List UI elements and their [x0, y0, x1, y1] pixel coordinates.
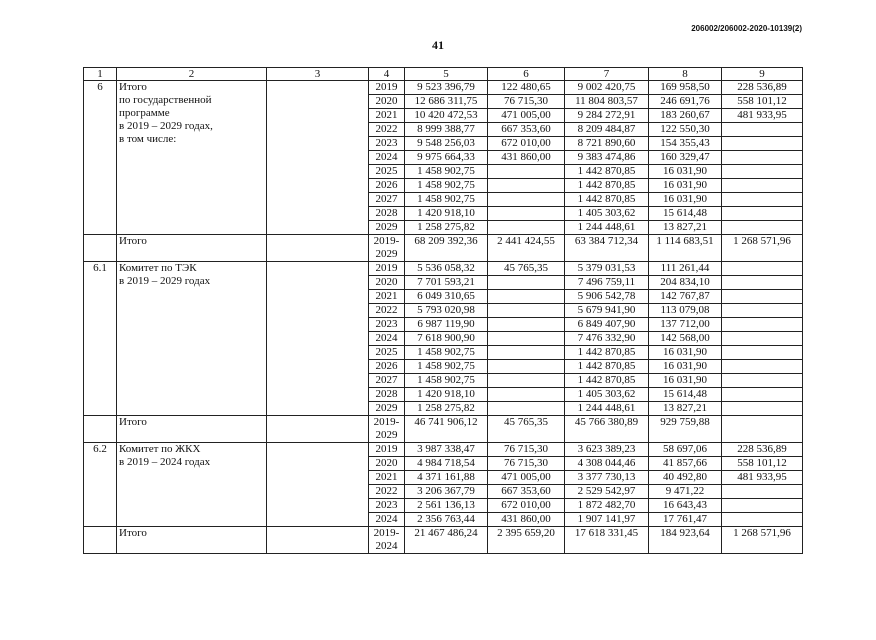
- total-column-3-cell: [267, 527, 369, 554]
- year-cell: 2020: [369, 276, 405, 290]
- value-cell-c7: 1 442 870,85: [565, 193, 649, 207]
- value-cell-c5: 4 984 718,54: [405, 457, 488, 471]
- value-cell-c7: 1 442 870,85: [565, 374, 649, 388]
- year-cell: 2029: [369, 221, 405, 235]
- value-cell-c6: 76 715,30: [488, 95, 565, 109]
- value-cell-c7: 7 496 759,11: [565, 276, 649, 290]
- total-year-range: [369, 416, 405, 443]
- value-cell-c6: 122 480,65: [488, 81, 565, 95]
- value-cell-c7: 1 405 303,62: [565, 207, 649, 221]
- value-cell-c8: 16 031,90: [649, 374, 722, 388]
- section-number: 6: [84, 81, 117, 235]
- year-cell: 2028: [369, 388, 405, 402]
- value-cell-c7: 3 377 730,13: [565, 471, 649, 485]
- value-cell-c9: 228 536,89: [722, 81, 803, 95]
- value-cell-c5: 1 420 918,10: [405, 388, 488, 402]
- value-cell-c5: 3 987 338,47: [405, 443, 488, 457]
- section-number: 6.1: [84, 262, 117, 416]
- value-cell-c6: [488, 318, 565, 332]
- year-cell: 2025: [369, 346, 405, 360]
- value-cell-c6: 471 005,00: [488, 109, 565, 123]
- year-range-start: 2019-: [373, 416, 400, 428]
- value-cell-c8: 183 260,67: [649, 109, 722, 123]
- year-cell: 2027: [369, 374, 405, 388]
- value-cell-c9: 481 933,95: [722, 109, 803, 123]
- year-cell: 2020: [369, 457, 405, 471]
- value-cell-c9: [722, 304, 803, 318]
- value-cell-c8: 16 031,90: [649, 346, 722, 360]
- value-cell-c6: [488, 290, 565, 304]
- year-cell: 2023: [369, 499, 405, 513]
- total-number-cell: [84, 527, 117, 554]
- value-cell-c9: [722, 290, 803, 304]
- value-cell-c9: [722, 374, 803, 388]
- total-label: Итого: [117, 235, 267, 262]
- year-cell: 2021: [369, 471, 405, 485]
- table-row: [84, 262, 803, 276]
- description-line: в том числе:: [119, 133, 177, 145]
- value-cell-c9: [722, 165, 803, 179]
- value-cell-c6: 667 353,60: [488, 123, 565, 137]
- value-cell-c7: 1 442 870,85: [565, 179, 649, 193]
- value-cell-c7: 6 849 407,90: [565, 318, 649, 332]
- value-cell-c9: [722, 318, 803, 332]
- value-cell-c9: [722, 193, 803, 207]
- value-cell-c8: 246 691,76: [649, 95, 722, 109]
- value-cell-c9: [722, 123, 803, 137]
- table-row: [84, 443, 803, 457]
- value-cell-c7: 2 529 542,97: [565, 485, 649, 499]
- value-cell-c8: 137 712,00: [649, 318, 722, 332]
- value-cell-c8: 122 550,30: [649, 123, 722, 137]
- description-line: Комитет по ТЭК: [119, 262, 197, 274]
- column-header-row: [84, 68, 803, 81]
- column-header-8: 8: [649, 68, 722, 81]
- value-cell-c8: 16 031,90: [649, 165, 722, 179]
- value-cell-c8: 13 827,21: [649, 402, 722, 416]
- value-cell-c7: 8 209 484,87: [565, 123, 649, 137]
- value-cell-c8: 15 614,48: [649, 388, 722, 402]
- value-cell-c7: 1 405 303,62: [565, 388, 649, 402]
- value-cell-c7: 7 476 332,90: [565, 332, 649, 346]
- value-cell-c8: 113 079,08: [649, 304, 722, 318]
- year-range-end: 2024: [375, 540, 398, 552]
- value-cell-c5: 5 793 020,98: [405, 304, 488, 318]
- value-cell-c5: 4 371 161,88: [405, 471, 488, 485]
- value-cell-c9: [722, 276, 803, 290]
- value-cell-c8: 58 697,06: [649, 443, 722, 457]
- value-cell-c6: [488, 402, 565, 416]
- year-cell: 2023: [369, 137, 405, 151]
- total-value-c7: 45 766 380,89: [565, 416, 649, 443]
- value-cell-c6: 431 860,00: [488, 151, 565, 165]
- section-description: [117, 262, 267, 416]
- total-year-range: [369, 235, 405, 262]
- value-cell-c6: 471 005,00: [488, 471, 565, 485]
- value-cell-c7: 1 442 870,85: [565, 346, 649, 360]
- year-cell: 2019: [369, 443, 405, 457]
- description-line: по государственной: [119, 94, 212, 106]
- total-value-c6: 45 765,35: [488, 416, 565, 443]
- total-number-cell: [84, 416, 117, 443]
- column-header-4: 4: [369, 68, 405, 81]
- value-cell-c9: [722, 207, 803, 221]
- description-line: Комитет по ЖКХ: [119, 443, 201, 455]
- value-cell-c9: [722, 513, 803, 527]
- value-cell-c7: 1 872 482,70: [565, 499, 649, 513]
- value-cell-c7: 5 679 941,90: [565, 304, 649, 318]
- value-cell-c9: [722, 360, 803, 374]
- table-row: [84, 81, 803, 95]
- value-cell-c9: 481 933,95: [722, 471, 803, 485]
- value-cell-c7: 9 002 420,75: [565, 81, 649, 95]
- value-cell-c7: 5 379 031,53: [565, 262, 649, 276]
- document-code: 206002/206002-2020-10139(2): [691, 24, 802, 33]
- value-cell-c6: [488, 304, 565, 318]
- value-cell-c6: [488, 360, 565, 374]
- value-cell-c7: 3 623 389,23: [565, 443, 649, 457]
- value-cell-c9: [722, 137, 803, 151]
- column-header-5: 5: [405, 68, 488, 81]
- value-cell-c5: 10 420 472,53: [405, 109, 488, 123]
- value-cell-c8: 13 827,21: [649, 221, 722, 235]
- total-row: [84, 235, 803, 262]
- total-value-c7: 17 618 331,45: [565, 527, 649, 554]
- value-cell-c7: 1 442 870,85: [565, 165, 649, 179]
- value-cell-c5: 9 523 396,79: [405, 81, 488, 95]
- value-cell-c5: 7 701 593,21: [405, 276, 488, 290]
- total-year-range: [369, 527, 405, 554]
- value-cell-c5: 1 458 902,75: [405, 179, 488, 193]
- year-range-start: 2019-: [373, 527, 400, 539]
- value-cell-c6: 45 765,35: [488, 262, 565, 276]
- year-cell: 2022: [369, 304, 405, 318]
- year-range-start: 2019-: [373, 235, 400, 247]
- total-value-c5: 68 209 392,36: [405, 235, 488, 262]
- value-cell-c5: 1 458 902,75: [405, 193, 488, 207]
- total-label: Итого: [117, 527, 267, 554]
- value-cell-c9: [722, 499, 803, 513]
- value-cell-c9: 228 536,89: [722, 443, 803, 457]
- year-cell: 2023: [369, 318, 405, 332]
- value-cell-c5: 2 561 136,13: [405, 499, 488, 513]
- total-column-3-cell: [267, 235, 369, 262]
- description-line: в 2019 – 2029 годах,: [119, 120, 213, 132]
- total-number-cell: [84, 235, 117, 262]
- year-range-end: 2029: [375, 248, 398, 260]
- total-row: [84, 527, 803, 554]
- total-column-3-cell: [267, 416, 369, 443]
- value-cell-c7: 11 804 803,57: [565, 95, 649, 109]
- value-cell-c5: 2 356 763,44: [405, 513, 488, 527]
- value-cell-c6: [488, 374, 565, 388]
- description-line: программе: [119, 107, 170, 119]
- year-cell: 2026: [369, 360, 405, 374]
- column-header-6: 6: [488, 68, 565, 81]
- column-header-2: 2: [117, 68, 267, 81]
- year-cell: 2024: [369, 513, 405, 527]
- year-cell: 2024: [369, 151, 405, 165]
- budget-table: [83, 67, 803, 554]
- column-header-1: 1: [84, 68, 117, 81]
- value-cell-c5: 6 049 310,65: [405, 290, 488, 304]
- column-header-9: 9: [722, 68, 803, 81]
- value-cell-c5: 9 548 256,03: [405, 137, 488, 151]
- year-cell: 2026: [369, 179, 405, 193]
- value-cell-c9: 558 101,12: [722, 95, 803, 109]
- value-cell-c9: [722, 262, 803, 276]
- value-cell-c5: 5 536 058,32: [405, 262, 488, 276]
- year-cell: 2022: [369, 485, 405, 499]
- year-cell: 2027: [369, 193, 405, 207]
- total-value-c5: 46 741 906,12: [405, 416, 488, 443]
- value-cell-c8: 169 958,50: [649, 81, 722, 95]
- year-cell: 2028: [369, 207, 405, 221]
- column-3-cell: [267, 262, 369, 416]
- column-header-3: 3: [267, 68, 369, 81]
- total-value-c8: 1 114 683,51: [649, 235, 722, 262]
- total-value-c8: 184 923,64: [649, 527, 722, 554]
- total-value-c5: 21 467 486,24: [405, 527, 488, 554]
- year-cell: 2020: [369, 95, 405, 109]
- value-cell-c6: 431 860,00: [488, 513, 565, 527]
- value-cell-c5: 8 999 388,77: [405, 123, 488, 137]
- total-value-c9: 1 268 571,96: [722, 527, 803, 554]
- section-number: 6.2: [84, 443, 117, 527]
- value-cell-c5: 7 618 900,90: [405, 332, 488, 346]
- value-cell-c9: [722, 151, 803, 165]
- value-cell-c7: 5 906 542,78: [565, 290, 649, 304]
- year-cell: 2029: [369, 402, 405, 416]
- value-cell-c9: [722, 346, 803, 360]
- value-cell-c7: 1 442 870,85: [565, 360, 649, 374]
- value-cell-c5: 6 987 119,90: [405, 318, 488, 332]
- value-cell-c7: 8 721 890,60: [565, 137, 649, 151]
- page-number: 41: [432, 38, 444, 52]
- year-cell: 2025: [369, 165, 405, 179]
- value-cell-c7: 1 244 448,61: [565, 221, 649, 235]
- value-cell-c6: 76 715,30: [488, 443, 565, 457]
- total-value-c8: 929 759,88: [649, 416, 722, 443]
- value-cell-c6: [488, 207, 565, 221]
- total-value-c9: [722, 416, 803, 443]
- value-cell-c8: 16 031,90: [649, 179, 722, 193]
- value-cell-c7: 4 308 044,46: [565, 457, 649, 471]
- column-3-cell: [267, 81, 369, 235]
- value-cell-c7: 1 907 141,97: [565, 513, 649, 527]
- value-cell-c6: [488, 165, 565, 179]
- value-cell-c9: [722, 332, 803, 346]
- description-line: в 2019 – 2024 годах: [119, 456, 211, 468]
- value-cell-c5: 9 975 664,33: [405, 151, 488, 165]
- value-cell-c8: 9 471,22: [649, 485, 722, 499]
- value-cell-c8: 40 492,80: [649, 471, 722, 485]
- value-cell-c9: 558 101,12: [722, 457, 803, 471]
- value-cell-c9: [722, 485, 803, 499]
- value-cell-c7: 9 383 474,86: [565, 151, 649, 165]
- section-description: [117, 443, 267, 527]
- total-value-c6: 2 395 659,20: [488, 527, 565, 554]
- value-cell-c8: 204 834,10: [649, 276, 722, 290]
- year-cell: 2021: [369, 109, 405, 123]
- value-cell-c6: [488, 346, 565, 360]
- column-header-7: 7: [565, 68, 649, 81]
- section-description: [117, 81, 267, 235]
- value-cell-c7: 1 244 448,61: [565, 402, 649, 416]
- value-cell-c8: 160 329,47: [649, 151, 722, 165]
- value-cell-c8: 17 761,47: [649, 513, 722, 527]
- value-cell-c6: 672 010,00: [488, 499, 565, 513]
- value-cell-c5: 1 458 902,75: [405, 346, 488, 360]
- value-cell-c5: 3 206 367,79: [405, 485, 488, 499]
- value-cell-c5: 1 458 902,75: [405, 374, 488, 388]
- value-cell-c6: [488, 388, 565, 402]
- value-cell-c6: 672 010,00: [488, 137, 565, 151]
- column-3-cell: [267, 443, 369, 527]
- value-cell-c9: [722, 402, 803, 416]
- value-cell-c5: 1 458 902,75: [405, 360, 488, 374]
- value-cell-c9: [722, 221, 803, 235]
- value-cell-c8: 16 031,90: [649, 193, 722, 207]
- description-line: Итого: [119, 81, 147, 93]
- value-cell-c8: 16 643,43: [649, 499, 722, 513]
- value-cell-c6: [488, 276, 565, 290]
- value-cell-c8: 142 568,00: [649, 332, 722, 346]
- total-value-c7: 63 384 712,34: [565, 235, 649, 262]
- value-cell-c6: 76 715,30: [488, 457, 565, 471]
- value-cell-c6: 667 353,60: [488, 485, 565, 499]
- value-cell-c7: 9 284 272,91: [565, 109, 649, 123]
- value-cell-c5: 1 258 275,82: [405, 402, 488, 416]
- value-cell-c8: 16 031,90: [649, 360, 722, 374]
- year-cell: 2022: [369, 123, 405, 137]
- total-label: Итого: [117, 416, 267, 443]
- year-cell: 2021: [369, 290, 405, 304]
- value-cell-c6: [488, 332, 565, 346]
- total-value-c6: 2 441 424,55: [488, 235, 565, 262]
- total-row: [84, 416, 803, 443]
- year-cell: 2019: [369, 262, 405, 276]
- value-cell-c8: 142 767,87: [649, 290, 722, 304]
- value-cell-c8: 111 261,44: [649, 262, 722, 276]
- value-cell-c6: [488, 179, 565, 193]
- year-cell: 2019: [369, 81, 405, 95]
- value-cell-c5: 12 686 311,75: [405, 95, 488, 109]
- total-value-c9: 1 268 571,96: [722, 235, 803, 262]
- year-cell: 2024: [369, 332, 405, 346]
- value-cell-c9: [722, 388, 803, 402]
- description-line: в 2019 – 2029 годах: [119, 275, 211, 287]
- value-cell-c5: 1 458 902,75: [405, 165, 488, 179]
- value-cell-c8: 15 614,48: [649, 207, 722, 221]
- value-cell-c9: [722, 179, 803, 193]
- value-cell-c6: [488, 193, 565, 207]
- value-cell-c6: [488, 221, 565, 235]
- value-cell-c5: 1 258 275,82: [405, 221, 488, 235]
- value-cell-c8: 154 355,43: [649, 137, 722, 151]
- year-range-end: 2029: [375, 429, 398, 441]
- value-cell-c5: 1 420 918,10: [405, 207, 488, 221]
- value-cell-c8: 41 857,66: [649, 457, 722, 471]
